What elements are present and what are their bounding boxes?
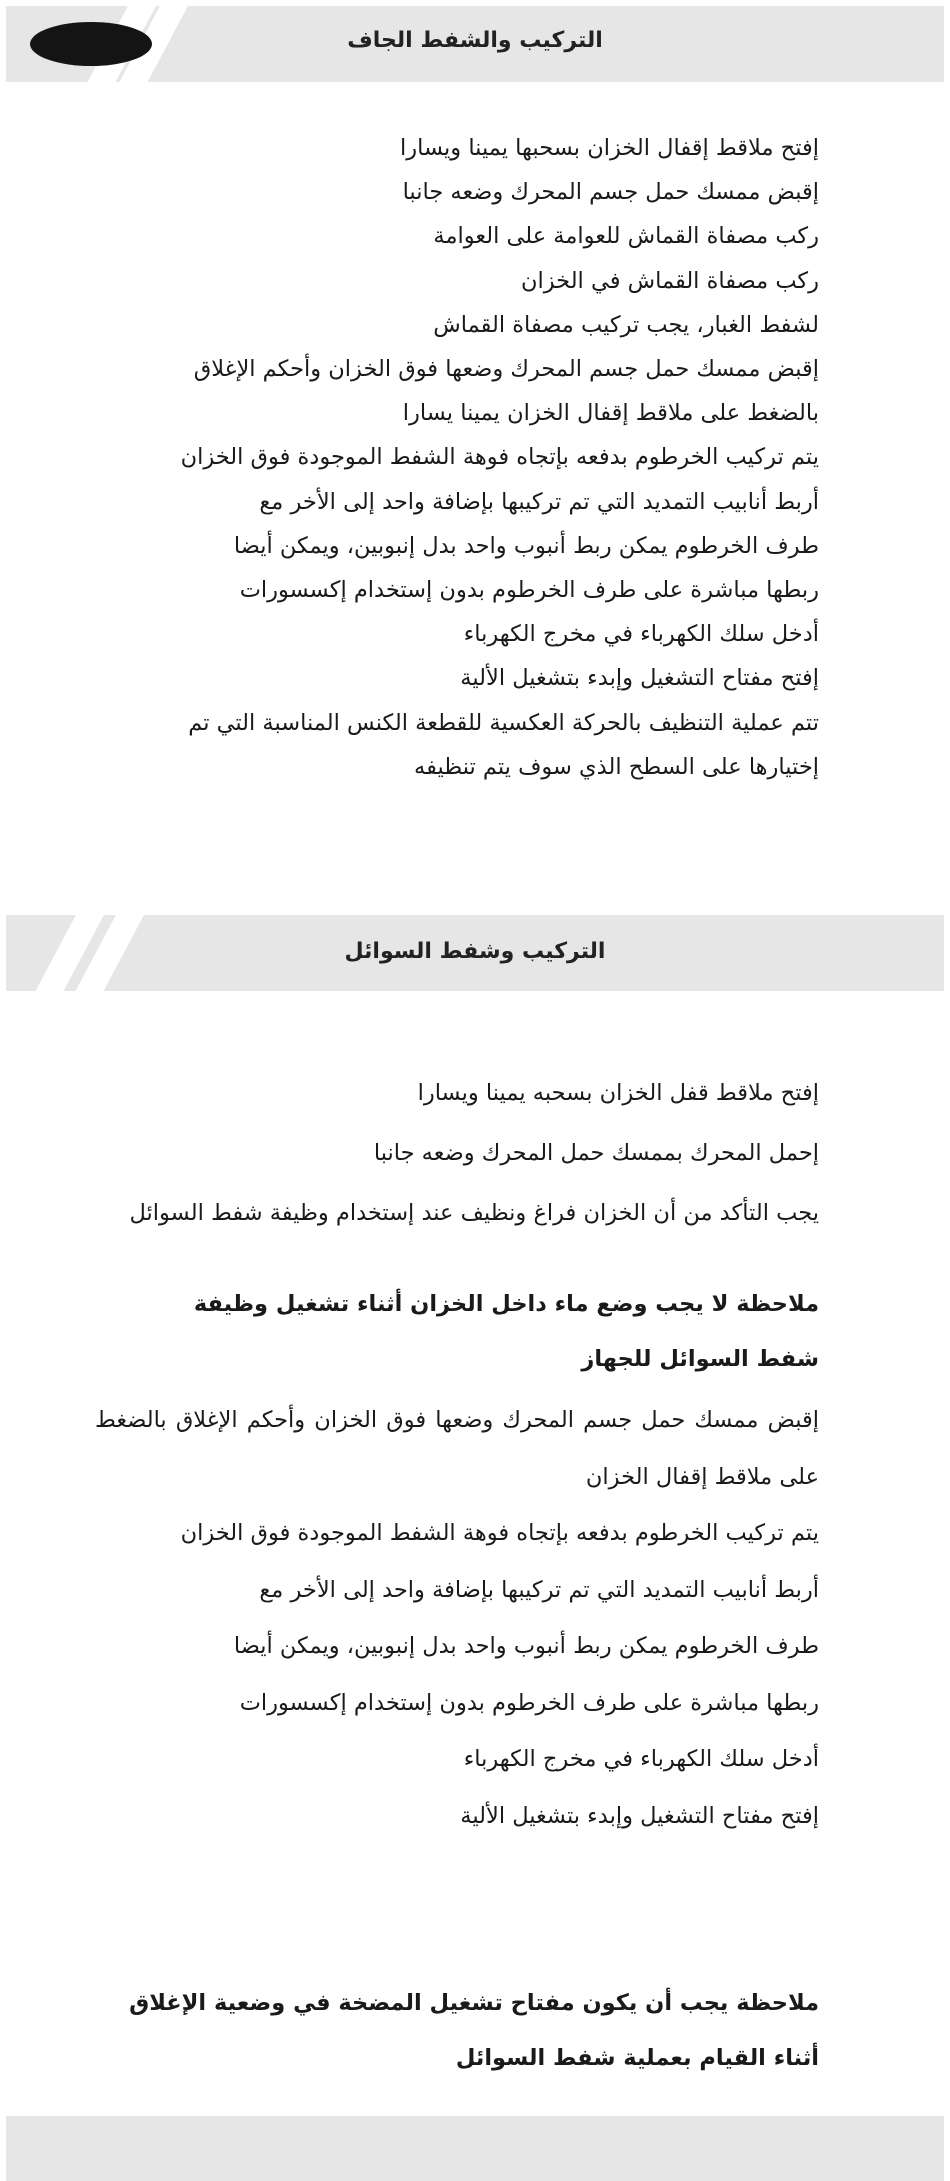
- section-intro-liquid: [129, 1063, 819, 1243]
- note-line: ملاحظة يجب أن يكون مفتاح تشغيل المضخة في وضعية الإغلاق: [129, 1990, 819, 2016]
- instruction-line: ربطها مباشرة على طرف الخرطوم بدون إستخدام إكسسورات: [239, 577, 819, 604]
- section-steps-liquid: [95, 1392, 819, 1844]
- instruction-line: ربطها مباشرة على طرف الخرطوم بدون إستخدام إكسسورات: [239, 1689, 819, 1716]
- note-no-water: [194, 1277, 819, 1387]
- instruction-line: إحمل المحرك بممسك حمل المحرك وضعه جانبا: [373, 1140, 819, 1166]
- section-body-dry: [181, 126, 819, 789]
- instruction-line: إفتح ملاقط قفل الخزان بسحبه يمينا ويسارا: [417, 1080, 819, 1106]
- instruction-line: ركب مصفاة القماش للعوامة على العوامة: [433, 223, 819, 250]
- section-title: التركيب وشفط السوائل: [344, 939, 606, 964]
- instruction-paragraph: إقبض ممسك حمل جسم المحرك وضعها فوق الخزان وأحكم الإغلاق بالضغط على ملاقط إقفال الخزان: [95, 1407, 819, 1490]
- section-header-dry: [6, 6, 944, 82]
- note-line: ملاحظة لا يجب وضع ماء داخل الخزان أثناء تشغيل وظيفة: [193, 1291, 819, 1317]
- instruction-line: إفتح ملاقط إقفال الخزان بسحبها يمينا ويسارا: [400, 135, 819, 161]
- instruction-line: تتم عملية التنظيف بالحركة العكسية للقطعة الكنس المناسبة التي تم: [188, 709, 819, 736]
- instruction-line: أربط أنابيب التمديد التي تم تركيبها بإضافة واحد إلى الأخر مع: [259, 488, 819, 515]
- section-header-liquid: [6, 915, 944, 991]
- instruction-line: بالضغط على ملاقط إقفال الخزان يمينا يسارا: [402, 400, 819, 427]
- instruction-line: يتم تركيب الخرطوم بدفعه بإتجاه فوهة الشفط الموجودة فوق الخزان: [180, 444, 819, 471]
- footer-band: [6, 2116, 944, 2181]
- instruction-line: إفتح مفتاح التشغيل وإبدء بتشغيل الألية: [460, 1802, 819, 1829]
- instruction-line: أدخل سلك الكهرباء في مخرج الكهرباء: [463, 1746, 819, 1772]
- instruction-line: إختيارها على السطح الذي سوف يتم تنظيفه: [414, 753, 819, 780]
- instruction-paragraph: يتم تركيب الخرطوم بدفعه بإتجاه فوهة الشفط الموجودة فوق الخزان: [180, 1520, 819, 1546]
- instruction-line: إفتح مفتاح التشغيل وإبدء بتشغيل الألية: [460, 665, 819, 692]
- instruction-line: أربط أنابيب التمديد التي تم تركيبها بإضافة واحد إلى الأخر مع: [259, 1576, 819, 1603]
- instruction-line: يجب التأكد من أن الخزان فراغ ونظيف عند إستخدام وظيفة شفط السوائل: [129, 1200, 819, 1226]
- instruction-line: إقبض ممسك حمل جسم المحرك وضعه جانبا: [402, 179, 819, 206]
- instruction-line: لشفط الغبار، يجب تركيب مصفاة القماش: [433, 311, 819, 338]
- note-line: شفط السوائل للجهاز: [581, 1346, 819, 1372]
- note-line: أثناء القيام بعملية شفط السوائل: [455, 2045, 819, 2071]
- instruction-line: إقبض ممسك حمل جسم المحرك وضعها فوق الخزان وأحكم الإغلاق: [193, 356, 819, 383]
- instruction-line: ركب مصفاة القماش في الخزان: [520, 267, 819, 294]
- note-pump-switch: [129, 1976, 819, 2086]
- instruction-line: أدخل سلك الكهرباء في مخرج الكهرباء: [463, 621, 819, 648]
- section-title: التركيب والشفط الجاف: [347, 28, 603, 53]
- instruction-line: طرف الخرطوم يمكن ربط أنبوب واحد بدل إنبوبين، ويمكن أيضا: [233, 1633, 819, 1659]
- instruction-line: طرف الخرطوم يمكن ربط أنبوب واحد بدل إنبوبين، ويمكن أيضا: [233, 532, 819, 559]
